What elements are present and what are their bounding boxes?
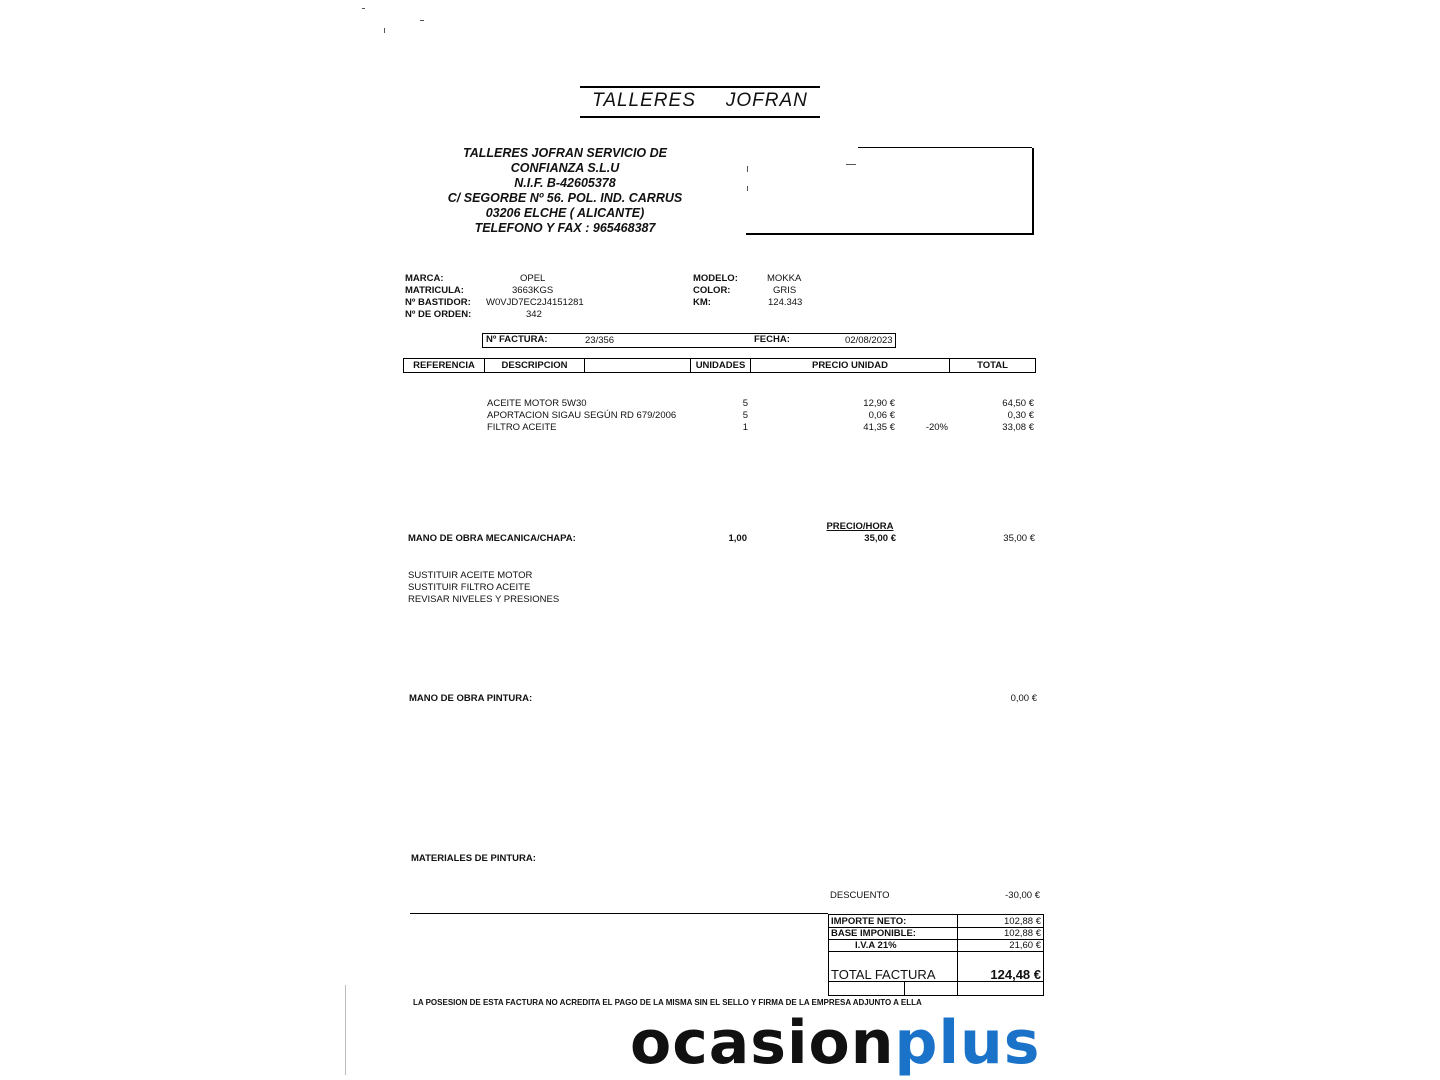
fecha-label: FECHA: <box>754 334 790 345</box>
mecanica-rate: 35,00 € <box>864 533 896 544</box>
base-value: 102,88 € <box>1004 928 1041 939</box>
row-discount: -20% <box>925 422 948 433</box>
summary-divider <box>410 913 828 914</box>
totals-box <box>828 914 1044 996</box>
scan-speck <box>384 28 385 33</box>
col-unidades: UNIDADES <box>691 359 751 372</box>
neto-label: IMPORTE NETO: <box>831 916 907 927</box>
scan-edge-line <box>345 985 346 1075</box>
color-value: GRIS <box>773 285 797 296</box>
ocasionplus-logo <box>630 1008 1102 1078</box>
row-desc: APORTACION SIGAU SEGÚN RD 679/2006 <box>487 410 677 421</box>
color-label: COLOR: <box>693 285 731 296</box>
col-precio-unidad: PRECIO UNIDAD <box>751 359 950 372</box>
km-value: 124.343 <box>768 297 803 308</box>
items-table-header <box>403 358 1036 373</box>
mecanica-label: MANO DE OBRA MECANICA/CHAPA: <box>408 533 576 544</box>
factura-label: Nº FACTURA: <box>486 334 548 345</box>
mecanica-total: 35,00 € <box>1003 533 1035 544</box>
row-total: 33,08 € <box>1002 422 1034 433</box>
base-label: BASE IMPONIBLE: <box>831 928 916 939</box>
company-info <box>420 146 710 236</box>
logo-part-2: plus <box>894 1008 1041 1078</box>
task-item: REVISAR NIVELES Y PRESIONES <box>408 594 560 605</box>
bastidor-value: W0VJD7EC2J4151281 <box>486 297 584 308</box>
row-total: 64,50 € <box>1002 398 1034 409</box>
col-descripcion: DESCRIPCION <box>485 359 585 372</box>
customer-address-box <box>746 148 1034 235</box>
pintura-label: MANO DE OBRA PINTURA: <box>409 693 533 704</box>
row-units: 5 <box>742 410 748 421</box>
precio-hora-label: PRECIO/HORA <box>826 521 894 532</box>
marca-value: OPEL <box>520 273 546 284</box>
matricula-label: MATRICULA: <box>405 285 464 296</box>
task-item: SUSTITUIR FILTRO ACEITE <box>408 582 531 593</box>
matricula-value: 3663KGS <box>512 285 554 296</box>
row-desc: FILTRO ACEITE <box>487 422 557 433</box>
marca-label: MARCA: <box>405 273 444 284</box>
total-label: TOTAL FACTURA <box>831 967 936 982</box>
modelo-label: MODELO: <box>693 273 738 284</box>
row-price: 41,35 € <box>863 422 895 433</box>
row-units: 5 <box>742 398 748 409</box>
orden-label: Nº DE ORDEN: <box>405 309 472 320</box>
km-label: KM: <box>693 297 711 308</box>
descuento-value: -30,00 € <box>1005 890 1040 901</box>
total-value: 124,48 € <box>990 967 1041 982</box>
company-line: TELEFONO Y FAX : 965468387 <box>474 221 656 235</box>
col-total: TOTAL <box>977 360 1008 371</box>
row-units: 1 <box>742 422 748 433</box>
title-right: JOFRAN <box>725 90 808 111</box>
row-total: 0,30 € <box>1007 410 1034 421</box>
row-price: 0,06 € <box>868 410 895 421</box>
orden-value: 342 <box>526 309 542 320</box>
bastidor-label: Nº BASTIDOR: <box>405 297 471 308</box>
descuento-label: DESCUENTO <box>830 890 890 901</box>
pintura-total: 0,00 € <box>1010 693 1037 704</box>
company-line: C/ SEGORBE Nº 56. POL. IND. CARRUS <box>447 191 683 205</box>
scan-speck <box>420 20 424 21</box>
row-desc: ACEITE MOTOR 5W30 <box>487 398 587 409</box>
neto-value: 102,88 € <box>1004 916 1041 927</box>
footer-notice: LA POSESION DE ESTA FACTURA NO ACREDITA EL PAGO DE LA MISMA SIN EL SELLO Y FIRMA DE LA EMPRESA ADJUNTO A ELLA <box>413 998 922 1007</box>
mecanica-hours: 1,00 <box>728 533 747 544</box>
factura-value: 23/356 <box>585 335 615 346</box>
row-price: 12,90 € <box>863 398 895 409</box>
materiales-label: MATERIALES DE PINTURA: <box>411 853 536 864</box>
company-line: N.I.F. B-42605378 <box>514 176 616 190</box>
logo-part-1: ocasion <box>630 1008 895 1078</box>
company-line: TALLERES JOFRAN SERVICIO DE <box>463 146 667 160</box>
document-title <box>580 86 820 118</box>
task-item: SUSTITUIR ACEITE MOTOR <box>408 570 533 581</box>
modelo-value: MOKKA <box>767 273 802 284</box>
title-left: TALLERES <box>592 90 696 111</box>
col-blank <box>585 359 691 372</box>
company-line: 03206 ELCHE ( ALICANTE) <box>485 206 645 220</box>
invoice-number-box <box>482 333 896 348</box>
company-line: CONFIANZA S.L.U <box>510 161 620 175</box>
iva-value: 21,60 € <box>1009 940 1041 951</box>
col-referencia: REFERENCIA <box>404 359 485 372</box>
scan-speck <box>362 8 365 9</box>
iva-label: I.V.A 21% <box>855 940 897 951</box>
fecha-value: 02/08/2023 <box>845 335 893 346</box>
